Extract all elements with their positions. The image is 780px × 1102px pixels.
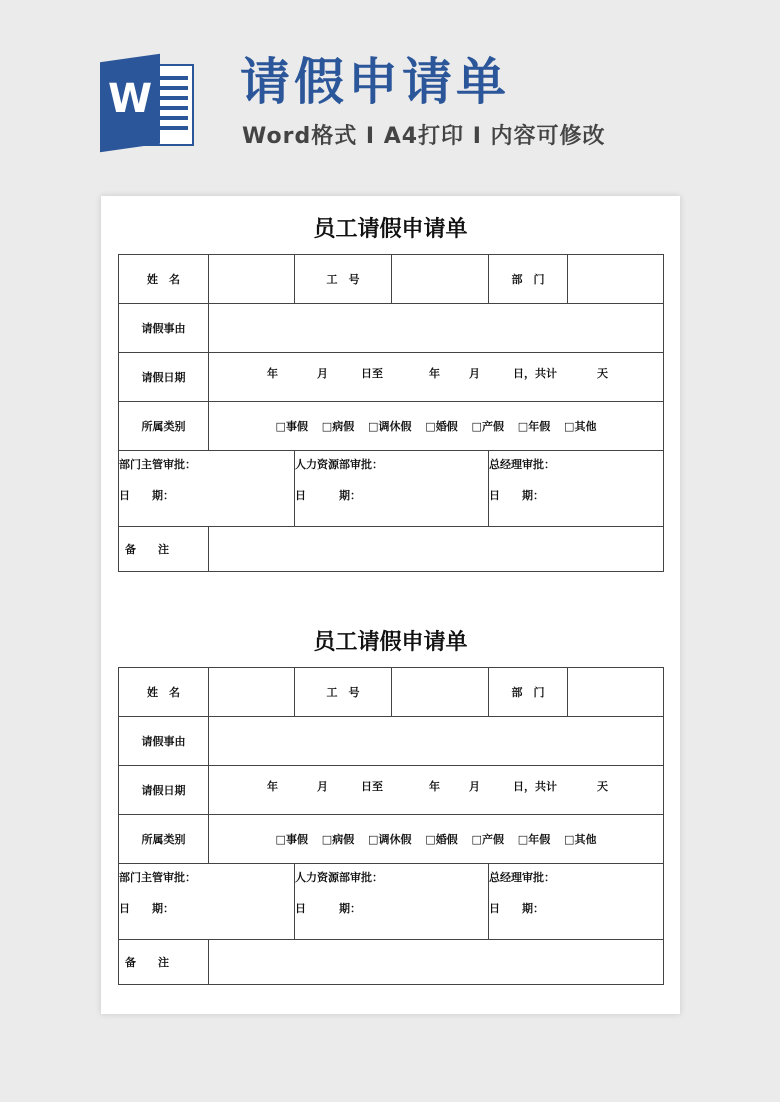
reason-field[interactable] xyxy=(209,717,664,766)
category-option[interactable]: □婚假 xyxy=(425,420,458,433)
department-label: 部 门 xyxy=(489,255,568,304)
employee-id-field[interactable] xyxy=(392,668,489,717)
date-part: 月 xyxy=(317,367,328,380)
department-label: 部 门 xyxy=(489,668,568,717)
word-logo xyxy=(100,58,200,148)
category-option[interactable]: □调休假 xyxy=(368,833,412,846)
word-badge-letter: W xyxy=(107,76,153,122)
hr-approval-label: 人力资源部审批： xyxy=(295,457,383,471)
name-label: 姓 名 xyxy=(119,668,209,717)
category-option[interactable]: □产假 xyxy=(471,420,504,433)
category-option[interactable]: □病假 xyxy=(321,420,355,433)
date-field[interactable] xyxy=(209,353,664,402)
gm-approval-cell[interactable] xyxy=(489,451,664,527)
reason-label: 请假事由 xyxy=(119,717,209,766)
employee-id-label: 工 号 xyxy=(295,255,392,304)
date-part: 日至 xyxy=(361,780,383,793)
date-part: 日，共计 xyxy=(513,780,557,793)
category-options xyxy=(209,402,664,451)
note-label: 备 注 xyxy=(119,527,209,572)
hr-approval-label: 人力资源部审批： xyxy=(295,870,383,884)
form-table xyxy=(118,667,664,985)
leave-form-1 xyxy=(118,210,663,572)
employee-id-label: 工 号 xyxy=(295,668,392,717)
date-part: 天 xyxy=(597,367,608,380)
category-option[interactable]: □事假 xyxy=(275,833,308,846)
hr-approval-date-label: 日 期： xyxy=(295,901,361,915)
category-options xyxy=(209,815,664,864)
department-field[interactable] xyxy=(568,668,664,717)
date-part: 年 xyxy=(267,367,278,380)
note-field[interactable] xyxy=(209,940,664,985)
category-label: 所属类别 xyxy=(119,815,209,864)
form-table xyxy=(118,254,664,572)
employee-id-field[interactable] xyxy=(392,255,489,304)
leave-form-2 xyxy=(118,623,663,985)
category-option[interactable]: □婚假 xyxy=(425,833,458,846)
date-part: 月 xyxy=(317,780,328,793)
hr-approval-cell[interactable] xyxy=(295,451,489,527)
hr-approval-cell[interactable] xyxy=(295,864,489,940)
dept-approval-label: 部门主管审批： xyxy=(119,870,196,884)
gm-approval-date-label: 日 期： xyxy=(489,901,544,915)
name-label: 姓 名 xyxy=(119,255,209,304)
category-option[interactable]: □年假 xyxy=(517,833,551,846)
name-field[interactable] xyxy=(209,255,295,304)
paper-sheet xyxy=(101,196,680,1014)
page-subtitle: Word格式 I A4打印 I 内容可修改 xyxy=(242,124,606,149)
form-title: 员工请假申请单 xyxy=(313,217,468,242)
reason-field[interactable] xyxy=(209,304,664,353)
dept-approval-cell[interactable] xyxy=(119,864,295,940)
note-label: 备 注 xyxy=(119,940,209,985)
header xyxy=(0,0,780,190)
date-part: 年 xyxy=(429,780,440,793)
note-field[interactable] xyxy=(209,527,664,572)
form-title: 员工请假申请单 xyxy=(313,630,468,655)
name-field[interactable] xyxy=(209,668,295,717)
reason-label: 请假事由 xyxy=(119,304,209,353)
dept-approval-date-label: 日 期： xyxy=(119,488,174,502)
date-part: 年 xyxy=(429,367,440,380)
department-field[interactable] xyxy=(568,255,664,304)
date-part: 日，共计 xyxy=(513,367,557,380)
date-part: 月 xyxy=(469,780,480,793)
category-option[interactable]: □其他 xyxy=(564,420,597,433)
dept-approval-cell[interactable] xyxy=(119,451,295,527)
date-part: 天 xyxy=(597,780,608,793)
date-label: 请假日期 xyxy=(119,766,209,815)
gm-approval-label: 总经理审批： xyxy=(489,870,555,884)
date-part: 月 xyxy=(469,367,480,380)
category-option[interactable]: □调休假 xyxy=(368,420,412,433)
dept-approval-label: 部门主管审批： xyxy=(119,457,196,471)
gm-approval-cell[interactable] xyxy=(489,864,664,940)
hr-approval-date-label: 日 期： xyxy=(295,488,361,502)
date-field[interactable] xyxy=(209,766,664,815)
category-option[interactable]: □病假 xyxy=(321,833,355,846)
date-part: 年 xyxy=(267,780,278,793)
page-title: 请假申请单 xyxy=(240,53,510,111)
date-label: 请假日期 xyxy=(119,353,209,402)
category-option[interactable]: □事假 xyxy=(275,420,308,433)
gm-approval-date-label: 日 期： xyxy=(489,488,544,502)
dept-approval-date-label: 日 期： xyxy=(119,901,174,915)
category-label: 所属类别 xyxy=(119,402,209,451)
gm-approval-label: 总经理审批： xyxy=(489,457,555,471)
date-part: 日至 xyxy=(361,367,383,380)
category-option[interactable]: □其他 xyxy=(564,833,597,846)
category-option[interactable]: □年假 xyxy=(517,420,551,433)
category-option[interactable]: □产假 xyxy=(471,833,504,846)
